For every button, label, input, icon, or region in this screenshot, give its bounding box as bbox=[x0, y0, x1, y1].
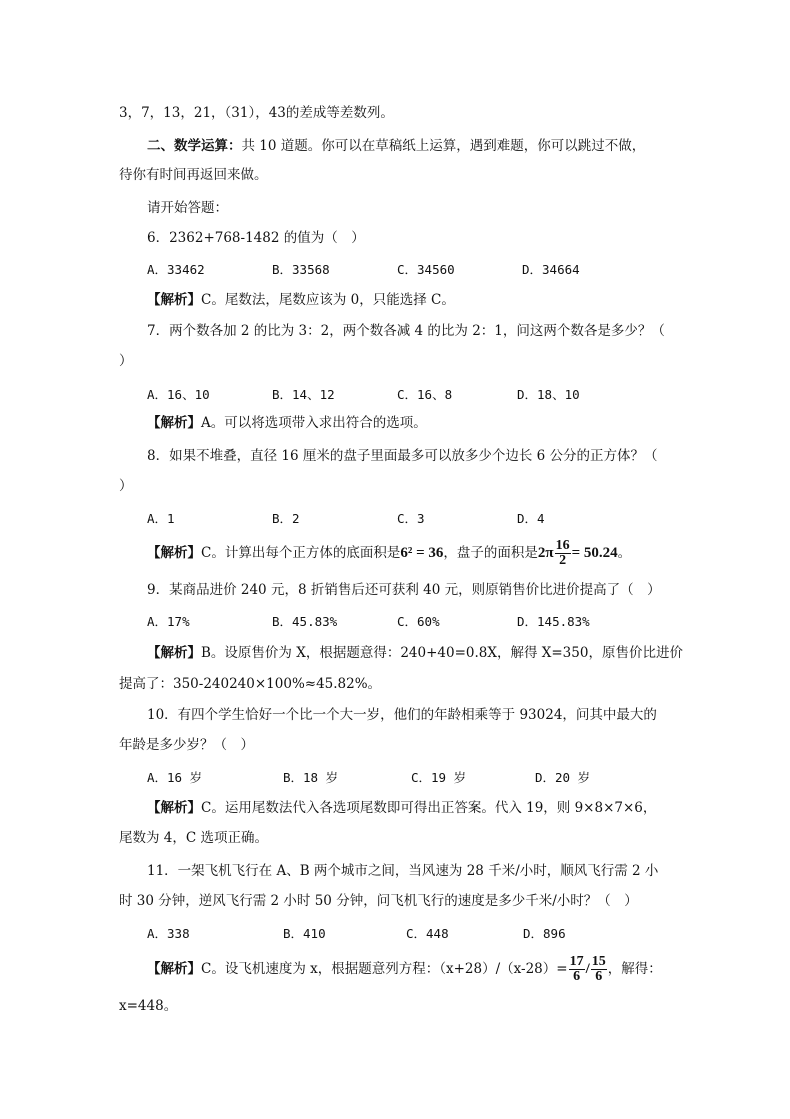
q9-analysis-cont: 提高了：350-240240×100%≈45.82%。 bbox=[119, 676, 382, 692]
fraction: $\frac{17}{6}$ bbox=[569, 954, 584, 984]
question-8-stem: 8．如果不堆叠，直径 16 厘米的盘子里面最多可以放多少个边长 6 公分的正方体？（ bbox=[147, 448, 658, 464]
intro-line: 3，7，13，21，（31），43的差成等差数列。 bbox=[119, 105, 394, 121]
q7-option-d: D．18、10 bbox=[517, 387, 580, 402]
q7-option-a: A．16、10 bbox=[147, 387, 210, 402]
math-expression: 2π bbox=[537, 545, 554, 561]
question-11-stem: 11．一架飞机飞行在 A、B 两个城市之间，当风速为 28 千米/小时，顺风飞行需 2 小 bbox=[147, 863, 659, 879]
section-title: 二、数学运算： bbox=[147, 138, 242, 154]
q10-option-c: C．19 岁 bbox=[411, 770, 467, 785]
q8-option-d: D．4 bbox=[517, 511, 545, 526]
start-line: 请开始答题： bbox=[147, 200, 228, 216]
q9-option-c: C．60% bbox=[397, 614, 440, 629]
q8-option-b: B．2 bbox=[272, 511, 300, 526]
q10-analysis-cont: 尾数为 4，C 选项正确。 bbox=[119, 830, 269, 846]
q11-option-d: D．896 bbox=[523, 926, 566, 941]
q10-option-b: B．18 岁 bbox=[283, 770, 339, 785]
analysis-label: 【解析】 bbox=[147, 292, 201, 308]
q11-option-c: C．448 bbox=[406, 926, 449, 941]
q7-analysis: 【解析】A。可以将选项带入求出符合的选项。 bbox=[147, 415, 427, 431]
q10-analysis: 【解析】C。运用尾数法代入各选项尾数即可得出正答案。代入 19，则 9×8×7×6， bbox=[147, 800, 657, 816]
q11-option-a: A．338 bbox=[147, 926, 190, 941]
fraction: $\frac{16}{2}$ bbox=[555, 538, 570, 568]
question-8-stem-cont: ） bbox=[119, 478, 133, 494]
q9-option-b: B．45.83% bbox=[272, 614, 338, 629]
question-10-stem-cont: 年龄是多少岁？（ ） bbox=[119, 737, 254, 753]
question-10-stem: 10．有四个学生恰好一个比一个大一岁，他们的年龄相乘等于 93024，问其中最大的 bbox=[147, 707, 657, 723]
q11-analysis: 【解析】C。设飞机速度为 x，根据题意列方程：（x+28）/（x-28）= $\frac{17}{6}$ / $\frac{15}{6}$ ，解得： bbox=[147, 954, 662, 984]
q11-analysis-cont: x=448。 bbox=[119, 998, 178, 1014]
q6-option-a: A．33462 bbox=[147, 262, 205, 277]
question-7-stem: 7．两个数各加 2 的比为 3：2，两个数各减 4 的比为 2：1，问这两个数各是多少？（ bbox=[147, 323, 665, 339]
q10-option-a: A．16 岁 bbox=[147, 770, 203, 785]
q8-option-c: C．3 bbox=[397, 511, 425, 526]
q8-option-a: A．1 bbox=[147, 511, 175, 526]
question-11-stem-cont: 时 30 分钟，逆风飞行需 2 小时 50 分钟，问飞机飞行的速度是多少千米/小时？（ ） bbox=[119, 893, 638, 909]
section-text: 共 10 道题。你可以在草稿纸上运算，遇到难题，你可以跳过不做， bbox=[241, 138, 646, 154]
q11-option-b: B．410 bbox=[283, 926, 326, 941]
q6-analysis: 【解析】C。尾数法，尾数应该为 0，只能选择 C。 bbox=[147, 292, 455, 308]
math-expression: 6² = 36 bbox=[400, 545, 444, 561]
analysis-label: 【解析】 bbox=[147, 961, 201, 977]
q9-option-d: D．145.83% bbox=[517, 614, 590, 629]
fraction: $\frac{15}{6}$ bbox=[591, 954, 606, 984]
section-text-cont: 待你有时间再返回来做。 bbox=[119, 167, 268, 183]
q8-analysis: 【解析】C。计算出每个正方体的底面积是6² = 36，盘子的面积是2π $\frac{16}{2}$ = 50.24。 bbox=[147, 538, 632, 568]
analysis-label: 【解析】 bbox=[147, 415, 201, 431]
analysis-label: 【解析】 bbox=[147, 800, 201, 816]
q10-option-d: D．20 岁 bbox=[535, 770, 591, 785]
q7-option-b: B．14、12 bbox=[272, 387, 335, 402]
section-heading bbox=[147, 137, 645, 155]
q9-analysis: 【解析】B。设原售价为 X，根据题意得：240+40=0.8X，解得 X=350，原售价比进价 bbox=[147, 645, 683, 661]
q6-option-c: C．34560 bbox=[397, 262, 455, 277]
analysis-label: 【解析】 bbox=[147, 645, 201, 661]
q7-option-c: C．16、8 bbox=[397, 387, 453, 402]
analysis-label: 【解析】 bbox=[147, 545, 201, 561]
math-expression: = 50.24 bbox=[571, 545, 618, 561]
q9-option-a: A．17% bbox=[147, 614, 190, 629]
question-6-stem: 6．2362+768-1482 的值为（ ） bbox=[147, 230, 365, 246]
question-9-stem: 9．某商品进价 240 元，8 折销售后还可获利 40 元，则原销售价比进价提高了（ ） bbox=[147, 582, 661, 598]
q6-option-b: B．33568 bbox=[272, 262, 330, 277]
question-7-stem-cont: ） bbox=[119, 353, 133, 369]
q6-option-d: D．34664 bbox=[522, 262, 580, 277]
